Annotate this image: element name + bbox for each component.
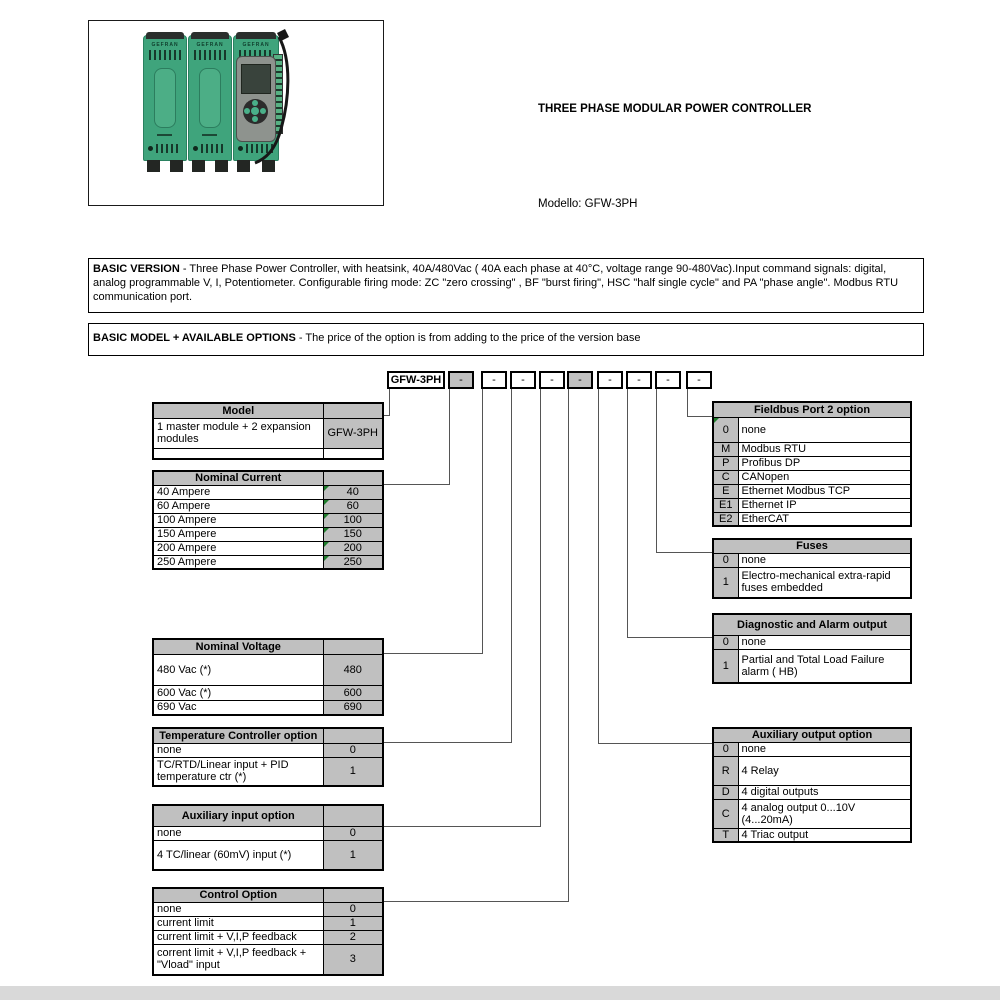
option-code-cell: 0 bbox=[713, 417, 738, 442]
brand-label: GEFRAN bbox=[196, 42, 224, 48]
connector-control bbox=[568, 389, 569, 901]
order-code-field-fieldbus: - bbox=[686, 371, 712, 389]
connector-fieldbus bbox=[687, 389, 688, 416]
page-bottom-margin bbox=[0, 986, 1000, 1000]
option-label-cell: none bbox=[738, 742, 911, 756]
fuses-table bbox=[712, 538, 912, 599]
option-code-cell: 1 bbox=[323, 916, 383, 930]
option-code-cell: 3 bbox=[323, 944, 383, 975]
nominal-current-table bbox=[152, 470, 384, 570]
table-title: Fieldbus Port 2 option bbox=[713, 402, 911, 417]
connector-temp-controller bbox=[382, 742, 512, 743]
option-code-cell: E1 bbox=[713, 498, 738, 512]
connector-aux-input bbox=[540, 389, 541, 826]
table-title-spacer bbox=[323, 888, 383, 902]
basic-model-label: BASIC MODEL + AVAILABLE OPTIONS bbox=[93, 332, 296, 344]
option-label-cell: 1 master module + 2 expansion modules bbox=[153, 418, 323, 448]
option-label-cell: 4 TC/linear (60mV) input (*) bbox=[153, 840, 323, 870]
option-code-cell: 100 bbox=[323, 513, 383, 527]
option-code-cell: 40 bbox=[323, 485, 383, 499]
option-code-cell: 150 bbox=[323, 527, 383, 541]
option-code-cell: 600 bbox=[323, 685, 383, 700]
option-code-cell: R bbox=[713, 756, 738, 785]
order-code-field-diagnostic: - bbox=[626, 371, 652, 389]
option-label-cell: Modbus RTU bbox=[738, 442, 911, 456]
option-code-cell: 1 bbox=[323, 757, 383, 786]
option-label-cell: Profibus DP bbox=[738, 456, 911, 470]
option-code-cell: E2 bbox=[713, 512, 738, 526]
brand-label: GEFRAN bbox=[242, 42, 270, 48]
option-code-cell bbox=[323, 448, 383, 459]
option-code-cell: 690 bbox=[323, 700, 383, 715]
auxiliary-output-table bbox=[712, 727, 912, 843]
table-title: Auxiliary output option bbox=[713, 728, 911, 742]
option-code-cell: 60 bbox=[323, 499, 383, 513]
option-code-cell: 0 bbox=[323, 902, 383, 916]
option-label-cell: 100 Ampere bbox=[153, 513, 323, 527]
model-subtitle: Modello: GFW-3PH bbox=[538, 198, 638, 210]
option-label-cell: 4 digital outputs bbox=[738, 785, 911, 799]
option-label-cell: none bbox=[153, 826, 323, 840]
option-code-cell: M bbox=[713, 442, 738, 456]
option-label-cell: 4 Relay bbox=[738, 756, 911, 785]
connector-diagnostic bbox=[627, 637, 712, 638]
nominal-voltage-table bbox=[152, 638, 384, 716]
option-code-cell: P bbox=[713, 456, 738, 470]
option-label-cell: 480 Vac (*) bbox=[153, 654, 323, 685]
option-code-cell: 1 bbox=[323, 840, 383, 870]
table-title: Nominal Voltage bbox=[153, 639, 323, 654]
option-code-cell: 250 bbox=[323, 555, 383, 569]
page-title: THREE PHASE MODULAR POWER CONTROLLER bbox=[538, 103, 812, 115]
table-title: Temperature Controller option bbox=[153, 728, 323, 743]
connector-aux-output bbox=[598, 389, 599, 743]
option-label-cell bbox=[153, 448, 323, 459]
auxiliary-input-table bbox=[152, 804, 384, 871]
option-label-cell: Partial and Total Load Failure alarm ( HB) bbox=[738, 649, 911, 683]
order-code-model-box: GFW-3PH bbox=[387, 371, 445, 389]
brand-label: GEFRAN bbox=[151, 42, 179, 48]
option-label-cell: none bbox=[738, 635, 911, 649]
option-label-cell: none bbox=[738, 417, 911, 442]
option-label-cell: 690 Vac bbox=[153, 700, 323, 715]
order-code-field-aux-output: - bbox=[597, 371, 623, 389]
option-code-cell: T bbox=[713, 828, 738, 842]
option-label-cell: current limit bbox=[153, 916, 323, 930]
option-label-cell: Electro-mechanical extra-rapid fuses embedded bbox=[738, 567, 911, 598]
option-code-cell: 0 bbox=[713, 635, 738, 649]
table-title: Nominal Current bbox=[153, 471, 323, 485]
option-label-cell: CANopen bbox=[738, 470, 911, 484]
connector-diagnostic bbox=[627, 389, 628, 637]
table-title-spacer bbox=[323, 805, 383, 826]
option-label-cell: 200 Ampere bbox=[153, 541, 323, 555]
option-code-cell: 480 bbox=[323, 654, 383, 685]
model-table bbox=[152, 402, 384, 460]
option-label-cell: TC/RTD/Linear input + PID temperature ctr (*) bbox=[153, 757, 323, 786]
option-code-cell: D bbox=[713, 785, 738, 799]
option-label-cell: Ethernet IP bbox=[738, 498, 911, 512]
table-title: Model bbox=[153, 403, 323, 418]
option-label-cell: 4 Triac output bbox=[738, 828, 911, 842]
option-label-cell: none bbox=[738, 553, 911, 567]
connector-current bbox=[449, 389, 450, 484]
option-code-cell: 0 bbox=[713, 553, 738, 567]
option-code-cell: C bbox=[713, 799, 738, 828]
connector-control bbox=[382, 901, 569, 902]
option-label-cell: none bbox=[153, 743, 323, 757]
order-code-field-fuses: - bbox=[655, 371, 681, 389]
option-code-cell: C bbox=[713, 470, 738, 484]
option-code-cell: 1 bbox=[713, 567, 738, 598]
option-code-cell: E bbox=[713, 484, 738, 498]
table-title: Fuses bbox=[713, 539, 911, 553]
table-title-spacer bbox=[323, 728, 383, 743]
connector-fieldbus bbox=[687, 416, 712, 417]
connector-aux-input bbox=[382, 826, 541, 827]
option-label-cell: 600 Vac (*) bbox=[153, 685, 323, 700]
order-code-field-voltage: - bbox=[481, 371, 507, 389]
connector-aux-output bbox=[598, 743, 712, 744]
table-title: Diagnostic and Alarm output bbox=[713, 614, 911, 635]
product-photo-frame bbox=[88, 20, 384, 206]
connector-fuses bbox=[656, 389, 657, 552]
table-title-spacer bbox=[323, 471, 383, 485]
option-code-cell: 200 bbox=[323, 541, 383, 555]
control-option-table bbox=[152, 887, 384, 976]
table-title: Control Option bbox=[153, 888, 323, 902]
connector-temp-controller bbox=[511, 389, 512, 742]
diagnostic-alarm-table bbox=[712, 613, 912, 684]
connector-model bbox=[389, 389, 390, 415]
order-code-field-temp-controller: - bbox=[510, 371, 536, 389]
table-title-spacer bbox=[323, 403, 383, 418]
connector-current bbox=[382, 484, 450, 485]
fieldbus-port2-table bbox=[712, 401, 912, 527]
option-label-cell: 150 Ampere bbox=[153, 527, 323, 541]
connector-voltage bbox=[382, 653, 483, 654]
temperature-controller-table bbox=[152, 727, 384, 787]
option-label-cell: EtherCAT bbox=[738, 512, 911, 526]
order-code-field-control: - bbox=[567, 371, 593, 389]
option-label-cell: current limit + V,I,P feedback bbox=[153, 930, 323, 944]
option-code-cell: 1 bbox=[713, 649, 738, 683]
option-label-cell: Ethernet Modbus TCP bbox=[738, 484, 911, 498]
basic-version-label: BASIC VERSION bbox=[93, 263, 180, 275]
connector-voltage bbox=[482, 389, 483, 653]
basic-model-text: - The price of the option is from adding to the price of the version base bbox=[295, 332, 641, 344]
order-code-field-aux-input: - bbox=[539, 371, 565, 389]
programmer-cable bbox=[89, 21, 383, 205]
option-code-cell: 0 bbox=[713, 742, 738, 756]
connector-fuses bbox=[656, 552, 712, 553]
option-label-cell: none bbox=[153, 902, 323, 916]
basic-version-text: - Three Phase Power Controller, with heatsink, 40A/480Vac ( 40A each phase at 40°C, voltage range 90-480Vac).Input command signals: digital, analog programmable V, I, Potentiometer. Configurable firing mode: ZC "zero crossing" , BF "burst firing", HSC "half single cycle" and PA "phase angle". Modbus RTU communication port. bbox=[93, 263, 899, 303]
table-title-spacer bbox=[323, 639, 383, 654]
option-label-cell: 4 analog output 0...10V (4...20mA) bbox=[738, 799, 911, 828]
option-label-cell: corrent limit + V,I,P feedback + "Vload" input bbox=[153, 944, 323, 975]
order-code-field-current: - bbox=[448, 371, 474, 389]
basic-version-box bbox=[88, 258, 924, 313]
option-code-cell: 0 bbox=[323, 743, 383, 757]
option-label-cell: 40 Ampere bbox=[153, 485, 323, 499]
option-label-cell: 250 Ampere bbox=[153, 555, 323, 569]
option-code-cell: GFW-3PH bbox=[323, 418, 383, 448]
option-code-cell: 0 bbox=[323, 826, 383, 840]
table-title: Auxiliary input option bbox=[153, 805, 323, 826]
basic-model-box bbox=[88, 323, 924, 356]
option-label-cell: 60 Ampere bbox=[153, 499, 323, 513]
option-code-cell: 2 bbox=[323, 930, 383, 944]
